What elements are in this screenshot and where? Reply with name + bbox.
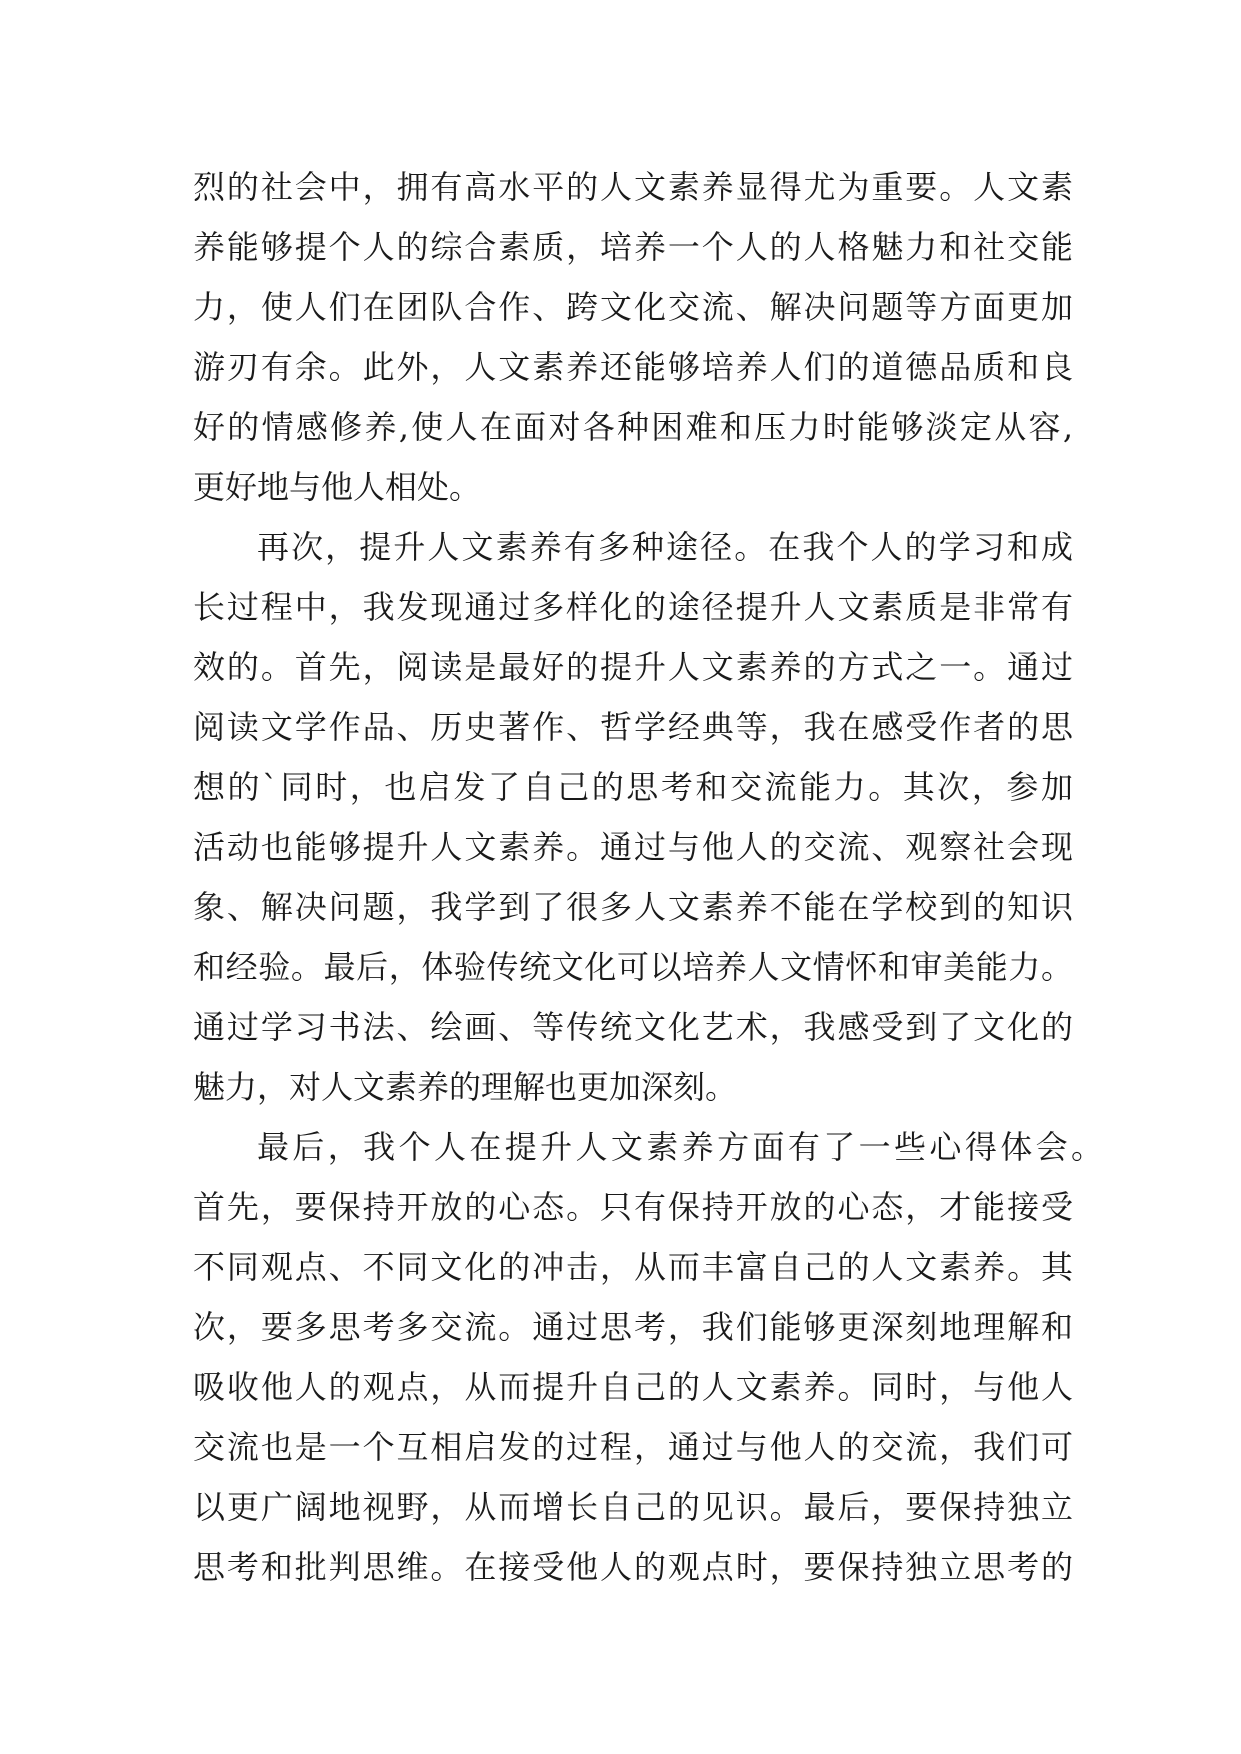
text-line: 以更广阔地视野，从而增长自己的见识。最后，要保持独立 (193, 1488, 1073, 1526)
paragraph-end-line: 魅力，对人文素养的理解也更加深刻。 (193, 1068, 738, 1106)
text-line: 吸收他人的观点，从而提升自己的人文素养。同时，与他人 (193, 1368, 1073, 1406)
text-line: 活动也能够提升人文素养。通过与他人的交流、观察社会现 (193, 828, 1073, 866)
text-line: 次，要多思考多交流。通过思考，我们能够更深刻地理解和 (193, 1308, 1073, 1346)
text-line: 交流也是一个互相启发的过程，通过与他人的交流，我们可 (193, 1428, 1073, 1466)
text-line: 思考和批判思维。在接受他人的观点时，要保持独立思考的 (193, 1548, 1073, 1586)
text-line: 想的`同时，也启发了自己的思考和交流能力。其次，参加 (193, 768, 1073, 806)
text-line: 和经验。最后，体验传统文化可以培养人文情怀和审美能力。 (193, 948, 1073, 986)
text-line: 烈的社会中，拥有高水平的人文素养显得尤为重要。人文素 (193, 168, 1073, 206)
text-line: 养能够提个人的综合素质，培养一个人的人格魅力和社交能 (193, 228, 1073, 266)
text-line: 阅读文学作品、历史著作、哲学经典等，我在感受作者的思 (193, 708, 1073, 746)
paragraph-end-line: 更好地与他人相处。 (193, 468, 482, 506)
text-line: 力，使人们在团队合作、跨文化交流、解决问题等方面更加 (193, 288, 1073, 326)
text-line: 象、解决问题，我学到了很多人文素养不能在学校到的知识 (193, 888, 1073, 926)
text-line: 不同观点、不同文化的冲击，从而丰富自己的人文素养。其 (193, 1248, 1073, 1286)
text-line: 通过学习书法、绘画、等传统文化艺术，我感受到了文化的 (193, 1008, 1073, 1046)
text-line: 长过程中，我发现通过多样化的途径提升人文素质是非常有 (193, 588, 1073, 626)
text-line: 好的情感修养,使人在面对各种困难和压力时能够淡定从容, (193, 408, 1073, 446)
text-line: 游刃有余。此外，人文素养还能够培养人们的道德品质和良 (193, 348, 1073, 386)
text-line: 首先，要保持开放的心态。只有保持开放的心态，才能接受 (193, 1188, 1073, 1226)
paragraph-first-line: 最后，我个人在提升人文素养方面有了一些心得体会。 (257, 1128, 1103, 1166)
text-line: 效的。首先，阅读是最好的提升人文素养的方式之一。通过 (193, 648, 1073, 686)
paragraph-first-line: 再次，提升人文素养有多种途径。在我个人的学习和成 (257, 528, 1073, 566)
